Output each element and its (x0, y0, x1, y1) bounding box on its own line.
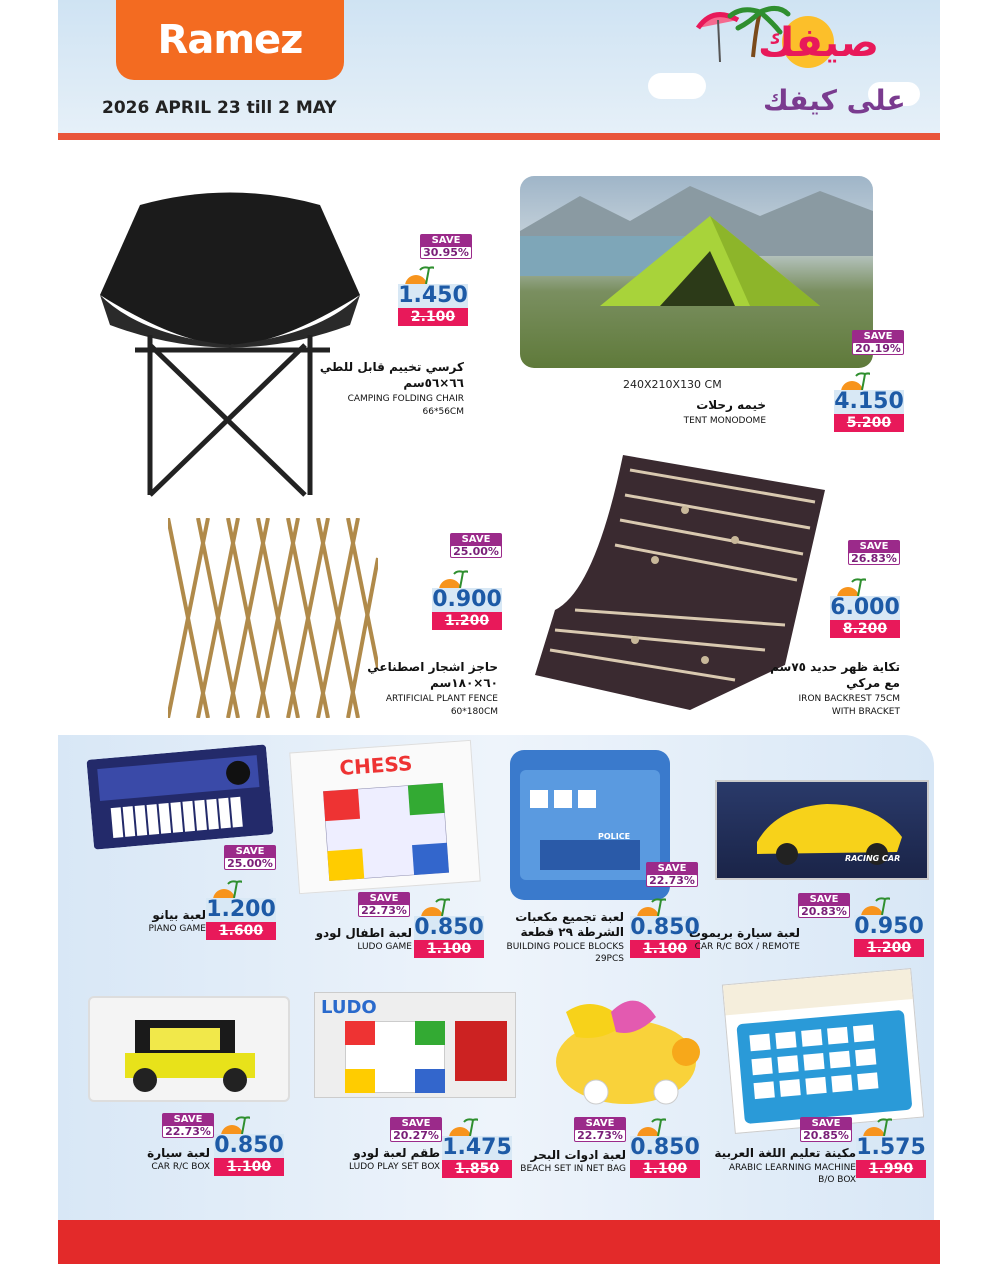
save-badge: SAVE 25.00% (224, 845, 276, 870)
campaign-subtitle: على كيفك (763, 84, 906, 117)
price-current: 6.000 (830, 595, 900, 620)
price-tag (630, 1118, 700, 1177)
save-badge: SAVE 25.00% (450, 533, 502, 558)
product-name-ar-2: الشرطة ٢٩ قطعة (520, 925, 624, 939)
product-name-en: BEACH SET IN NET BAG (520, 1164, 626, 1174)
price-current: 1.450 (398, 283, 468, 308)
price-old: 1.100 (630, 1160, 700, 1178)
price-tag (398, 266, 468, 325)
product-name-en: LUDO PLAY SET BOX (349, 1162, 440, 1172)
tent-dimensions: 240X210X130 CM (623, 378, 722, 391)
save-badge: SAVE 20.27% (390, 1117, 442, 1142)
save-badge: SAVE 30.95% (420, 234, 472, 259)
price-old: 1.100 (630, 940, 700, 958)
ludo-game-image[interactable] (289, 740, 480, 894)
product-name-ar: لعبة سيارة (147, 1146, 210, 1160)
product-name-en-2: WITH BRACKET (831, 707, 900, 717)
price-tag (414, 898, 484, 957)
product-name-ar: مكينة تعليم اللغة العربية (714, 1146, 856, 1160)
price-current: 0.850 (630, 915, 700, 940)
price-tag (834, 372, 904, 431)
product-name-ar: لعبة بيانو (152, 908, 206, 922)
box-label: CHESS (338, 750, 414, 781)
box-label: POLICE (598, 832, 631, 841)
price-tag (214, 1116, 284, 1175)
header-divider (58, 133, 940, 140)
price-current: 1.200 (206, 897, 276, 922)
price-old: 1.100 (214, 1158, 284, 1176)
price-old: 1.200 (854, 939, 924, 957)
price-current: 0.850 (414, 915, 484, 940)
price-current: 0.900 (432, 587, 502, 612)
save-badge: SAVE 22.73% (574, 1117, 626, 1142)
product-name-ar-2: مع مركي (846, 676, 900, 690)
price-tag (856, 1118, 926, 1177)
product-name-en: PIANO GAME (148, 924, 206, 934)
arabic-learning-machine-image[interactable] (722, 968, 924, 1134)
product-name-en-2: B/O BOX (818, 1175, 856, 1185)
product-name-ar: لعبة سيارة بريموت (688, 926, 800, 940)
price-old: 1.850 (442, 1160, 512, 1178)
product-name-ar: طقم لعبة لودو (353, 1146, 440, 1160)
price-tag (854, 897, 924, 956)
price-old: 8.200 (830, 620, 900, 638)
price-old: 1.100 (414, 940, 484, 958)
product-name-en-2: 29PCS (595, 954, 624, 964)
price-current: 1.475 (442, 1135, 512, 1160)
save-badge: SAVE 22.73% (162, 1113, 214, 1138)
product-name-en: CAR R/C BOX (151, 1162, 210, 1172)
product-name-ar: لعبة اطفال لودو (315, 926, 412, 940)
plant-fence-image[interactable] (168, 518, 378, 718)
price-tag (206, 880, 276, 939)
beach-set-image[interactable] (536, 982, 704, 1112)
product-size-en: 60*180CM (450, 707, 498, 717)
product-name-en: CAMPING FOLDING CHAIR (347, 394, 464, 404)
product-name-en: LUDO GAME (357, 942, 412, 952)
price-current: 0.950 (854, 914, 924, 939)
save-badge: SAVE 20.85% (800, 1117, 852, 1142)
product-name-ar: كرسي تخييم قابل للطي (319, 360, 464, 374)
price-old: 2.100 (398, 308, 468, 326)
price-tag (830, 578, 900, 637)
price-old: 1.200 (432, 612, 502, 630)
rc-car-image[interactable] (715, 780, 929, 880)
camping-chair-image[interactable] (80, 185, 385, 505)
product-name-en: ARTIFICIAL PLANT FENCE (385, 694, 498, 704)
date-range: 2026 APRIL 23 till 2 MAY (102, 98, 337, 118)
product-name-ar: لعبة ادوات البحر (530, 1148, 626, 1162)
price-tag (442, 1118, 512, 1177)
product-name-en: ARABIC LEARNING MACHINE (728, 1163, 856, 1173)
price-current: 0.850 (630, 1135, 700, 1160)
car-toy-image[interactable] (88, 996, 290, 1102)
save-badge: SAVE 22.73% (646, 862, 698, 887)
save-badge: SAVE 26.83% (848, 540, 900, 565)
price-old: 5.200 (834, 414, 904, 432)
price-tag (432, 570, 502, 629)
product-name-ar: لعبة تجميع مكعبات (515, 910, 624, 924)
price-old: 1.990 (856, 1160, 926, 1178)
product-size-ar: ٦٠×١٨٠سم (430, 676, 498, 690)
box-label: LUDO (321, 997, 377, 1018)
product-size-en: 66*56CM (422, 407, 464, 417)
product-name-en: CAR R/C BOX / REMOTE (694, 942, 800, 952)
product-name-en: TENT MONODOME (683, 416, 766, 426)
header (58, 0, 940, 135)
piano-toy-image[interactable] (86, 744, 273, 849)
ludo-play-set-image[interactable] (314, 992, 516, 1098)
price-current: 1.575 (856, 1135, 926, 1160)
save-badge: SAVE 22.73% (358, 892, 410, 917)
campaign-title: صيفك (758, 20, 880, 66)
footer-bar (58, 1220, 940, 1264)
flyer-page (58, 0, 940, 1264)
price-old: 1.600 (206, 922, 276, 940)
product-name-en: IRON BACKREST 75CM (798, 694, 900, 704)
product-name-ar: حاجز اشجار اصطناعي (367, 660, 498, 674)
brand-logo[interactable]: Ramez (116, 0, 344, 80)
tent-image[interactable] (520, 176, 873, 368)
product-name-ar: تكاية ظهر حديد ٧٥سم (770, 660, 900, 674)
product-name-en: BUILDING POLICE BLOCKS (506, 942, 624, 952)
price-current: 0.850 (214, 1133, 284, 1158)
iron-backrest-image[interactable] (535, 450, 835, 722)
price-current: 4.150 (834, 389, 904, 414)
product-name-ar: خيمه رحلات (696, 398, 766, 412)
save-badge: SAVE 20.19% (852, 330, 904, 355)
save-badge: SAVE 20.83% (798, 893, 850, 918)
box-label: RACING CAR (845, 854, 901, 863)
product-size-ar: ٦٦×٥٦سم (403, 376, 464, 390)
